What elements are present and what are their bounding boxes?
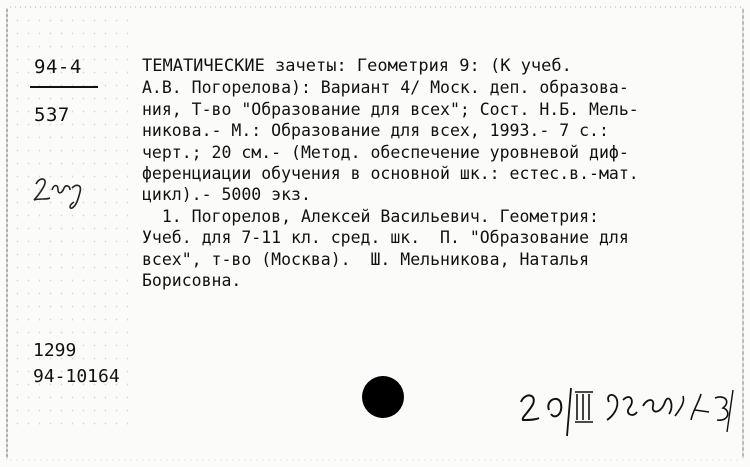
call-number-bottom: 537 [34,104,70,126]
tracing-line: Борисовна. [142,270,242,290]
tracing-line: 1. Погорелов, Алексей Васильевич. Геометрия: [142,206,599,226]
card-edge-left [6,8,8,459]
entry-line: ТЕМАТИЧЕСКИЕ зачеты: Геометрия 9: (К учеб. [142,56,572,76]
entry-line: цикл).- 5000 экз. [142,185,311,205]
entry-line: никова.- М.: Образование для всех, 1993.- 7 с.: [142,121,609,141]
card-edge-top [8,6,742,8]
bibliographic-entry [142,56,742,291]
call-number-top: 94-4 [34,56,82,78]
registration-code: 94-10164 [33,366,120,387]
tracing-line: Учеб. для 7-11 кл. сред. шк. П. "Образование для [142,228,629,248]
handwritten-date-note [515,380,743,450]
tracing-line: всех", т-во (Москва). Ш. Мельникова, Наталья [142,249,590,269]
entry-line: черт.; 20 см.- (Метод. обеспечение уровневой диф- [142,142,629,162]
handwritten-mark [30,170,94,210]
entry-line: А.В. Погорелова): Вариант 4/ Моск. деп. образова- [142,78,629,98]
call-number-divider [30,86,98,88]
entry-line: ференциации обучения в основной шк.: естес.в.-мат. [142,163,639,183]
entry-line: ния, Т-во "Образование для всех"; Сост. Н.Б. Мель- [142,99,639,119]
card-punch-hole [362,376,404,418]
card-edge-bottom [8,459,742,461]
record-number: 1299 [33,340,77,361]
